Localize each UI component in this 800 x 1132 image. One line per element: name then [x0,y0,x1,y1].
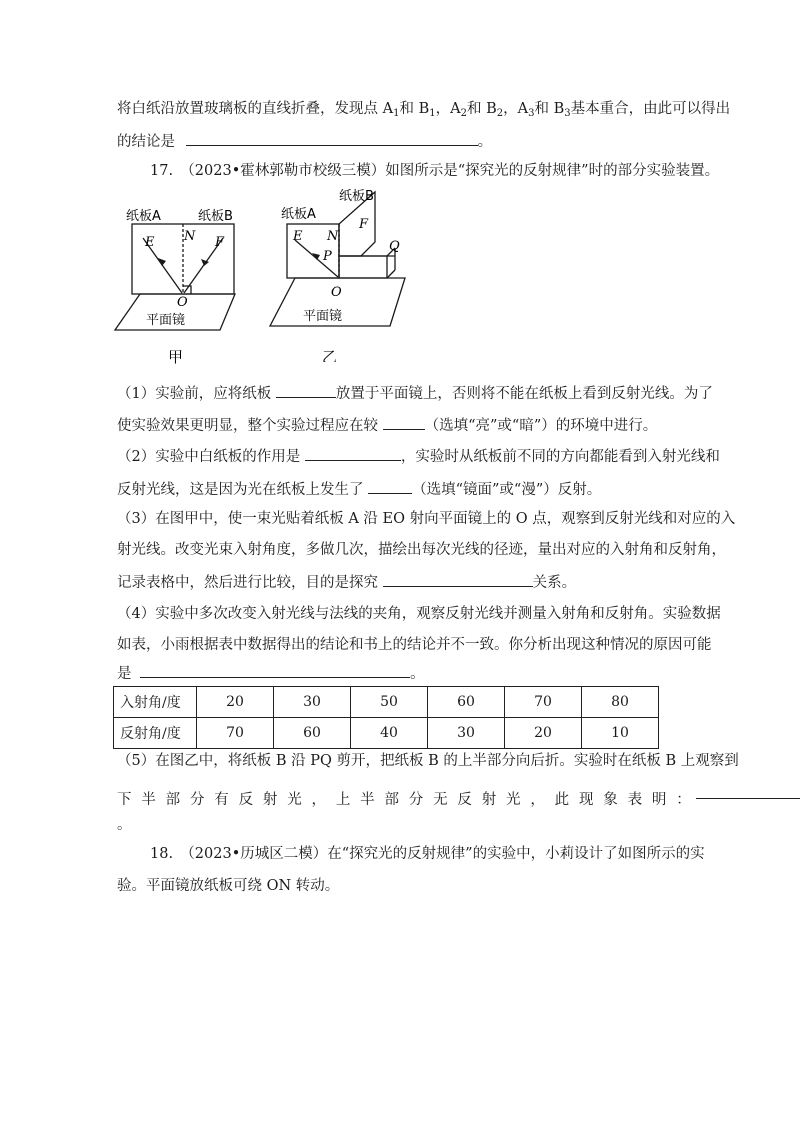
q17-p2-line-2 [117,479,601,500]
text: 关系。 [532,575,577,591]
text: （1）实验前，应将纸板 [117,386,272,402]
justified-char: 射 [262,792,278,808]
table-cell: 30 [274,687,351,718]
justified-char: 明 [651,792,667,808]
justified-char: 此 [554,792,570,808]
answer-blank[interactable] [696,784,800,799]
caption-yi: 乙 [322,348,338,362]
q17-p1-line-2 [117,415,657,436]
justified-char: 有 [214,792,229,808]
justified-char: 光 [506,792,521,808]
q17-p3-line-1: （3）在图甲中，使一束光贴着纸板 A 沿 EO 射向平面镜上的 O 点，观察到反射光线和对应的入 [117,511,736,527]
angle-data-table [113,686,659,749]
table-cell: 20 [197,687,274,718]
label-e: E [145,235,155,250]
justified-char: 无 [433,792,448,808]
label-o: O [177,295,188,310]
figure-jia [110,190,260,370]
label-q: Q [389,239,400,254]
text: 是 [117,666,132,682]
incident-arrow [158,258,166,266]
text: ，A [503,101,529,117]
q17-p5-line-1: （5）在图乙中，将纸板 B 沿 PQ 剪开，把纸板 B 的上半部分向后折。实验时在纸板 B 上观察到 [117,753,739,769]
row-header: 入射角/度 [114,687,197,718]
subscript: 2 [460,108,467,119]
answer-blank[interactable] [186,131,478,146]
subscript: 3 [564,108,571,119]
justified-char: 上 [335,792,351,808]
text: （2）实验中白纸板的作用是 [117,449,301,465]
label-board-b: 纸板B [339,189,374,204]
q17-p4-line-1: （4）实验中多次改变入射光线与法线的夹角，观察反射光线并测量入射角和反射角。实验数据 [117,606,721,622]
label-board-a: 纸板A [126,209,161,224]
q17-p4-line-2: 如表，小雨根据表中数据得出的结论和书上的结论并不一致。你分析出现这种情况的原因可能 [117,637,712,653]
label-f: F [215,235,225,250]
text: 基本重合，由此可以得出 [570,101,731,117]
justified-char: 下 [117,792,132,808]
text: （选填“镜面”或“漫”）反射。 [412,482,602,498]
justified-char: 光 [287,792,302,808]
table-cell: 20 [505,718,582,749]
text: 放置于平面镜上，否则将不能在纸板上看到反射光线。为了 [335,386,713,402]
justified-char: 分 [408,792,424,808]
table-cell: 10 [582,718,659,749]
label-n: N [184,229,196,244]
justified-char: 反 [457,792,472,808]
text: 和 B [399,101,430,117]
table-row [114,718,659,749]
q17-p4-line-3 [117,663,425,684]
subscript: 1 [393,108,400,119]
justified-char: ， [530,792,545,808]
answer-blank[interactable] [305,446,401,461]
row-header: 反射角/度 [114,718,197,749]
text: 和 B [466,101,497,117]
subscript: 3 [528,108,535,119]
justified-char: 射 [481,792,497,808]
subscript: 1 [429,108,436,119]
justified-char: 现 [578,792,594,808]
q17-p2-line-1 [117,446,720,467]
paper-board-b-lower [339,256,387,278]
table-cell: 60 [428,687,505,718]
justified-char: ： [676,792,691,808]
table-row [114,687,659,718]
justified-char: ， [311,792,326,808]
q17-p5-line-2 [117,788,691,809]
q18-line-1: 18. （2023•历城区二模）在“探究光的反射规律”的实验中，小莉设计了如图所示的实 [150,846,705,862]
table-cell: 60 [274,718,351,749]
text: 记录表格中，然后进行比较，目的是探究 [117,575,378,591]
answer-blank[interactable] [383,572,533,587]
text: 反射光线，这是因为光在纸板上发生了 [117,482,364,498]
q17-p1-line-1 [117,383,713,404]
text: ，A [435,101,461,117]
label-mirror: 平面镜 [146,313,186,328]
text: （选填“亮”或“暗”）的环境中进行。 [424,418,658,434]
text: 使实验效果更明显，整个实验过程应在较 [117,418,378,434]
text: ，实验时从纸板前不同的方向都能看到入射光线和 [400,449,720,465]
q17-p5-line-3: 。 [117,817,132,833]
text: 。 [477,134,493,150]
table-cell: 70 [197,718,274,749]
justified-char: 分 [189,792,205,808]
q16-line-1 [117,99,730,119]
answer-blank[interactable] [383,415,425,430]
label-board-b: 纸板B [198,209,233,224]
justified-char: 表 [627,792,643,808]
table-cell: 40 [351,718,428,749]
justified-char: 半 [141,792,156,808]
q17-intro: 17. （2023•霍林郭勒市校级三模）如图所示是“探究光的反射规律”时的部分实验装置。 [150,163,720,179]
subscript: 2 [496,108,504,119]
justified-char: 反 [238,792,254,808]
answer-blank[interactable] [368,479,412,494]
table-cell: 70 [505,687,582,718]
text: 和 B [534,101,565,117]
text: 。 [410,666,425,682]
label-f: F [359,217,369,232]
table-cell: 80 [582,687,659,718]
justified-char: 部 [165,792,181,808]
q17-p3-line-2: 射光线。改变光束入射角度，多做几次，描绘出每次光线的径迹，量出对应的入射角和反射角， [117,542,726,558]
justified-char: 半 [360,792,375,808]
figure-yi [265,182,415,362]
answer-blank[interactable] [276,383,336,398]
label-mirror: 平面镜 [303,309,343,324]
justified-char: 部 [384,792,399,808]
label-o: O [331,285,342,300]
q18-line-2: 验。平面镜放纸板可绕 ON 转动。 [117,878,340,894]
q16-line-2 [117,131,492,152]
justified-char: 象 [603,792,618,808]
table-cell: 50 [351,687,428,718]
caption-jia: 甲 [168,348,184,366]
label-board-a: 纸板A [281,207,316,222]
q17-p3-line-3 [117,572,576,593]
text: 将白纸沿放置玻璃板的直线折叠，发现点 A [117,101,394,117]
label-e: E [293,229,303,244]
table-cell: 30 [428,718,505,749]
text: 的结论是 [117,134,175,150]
label-n: N [327,229,339,244]
answer-blank[interactable] [140,663,410,678]
label-p: P [323,249,332,264]
